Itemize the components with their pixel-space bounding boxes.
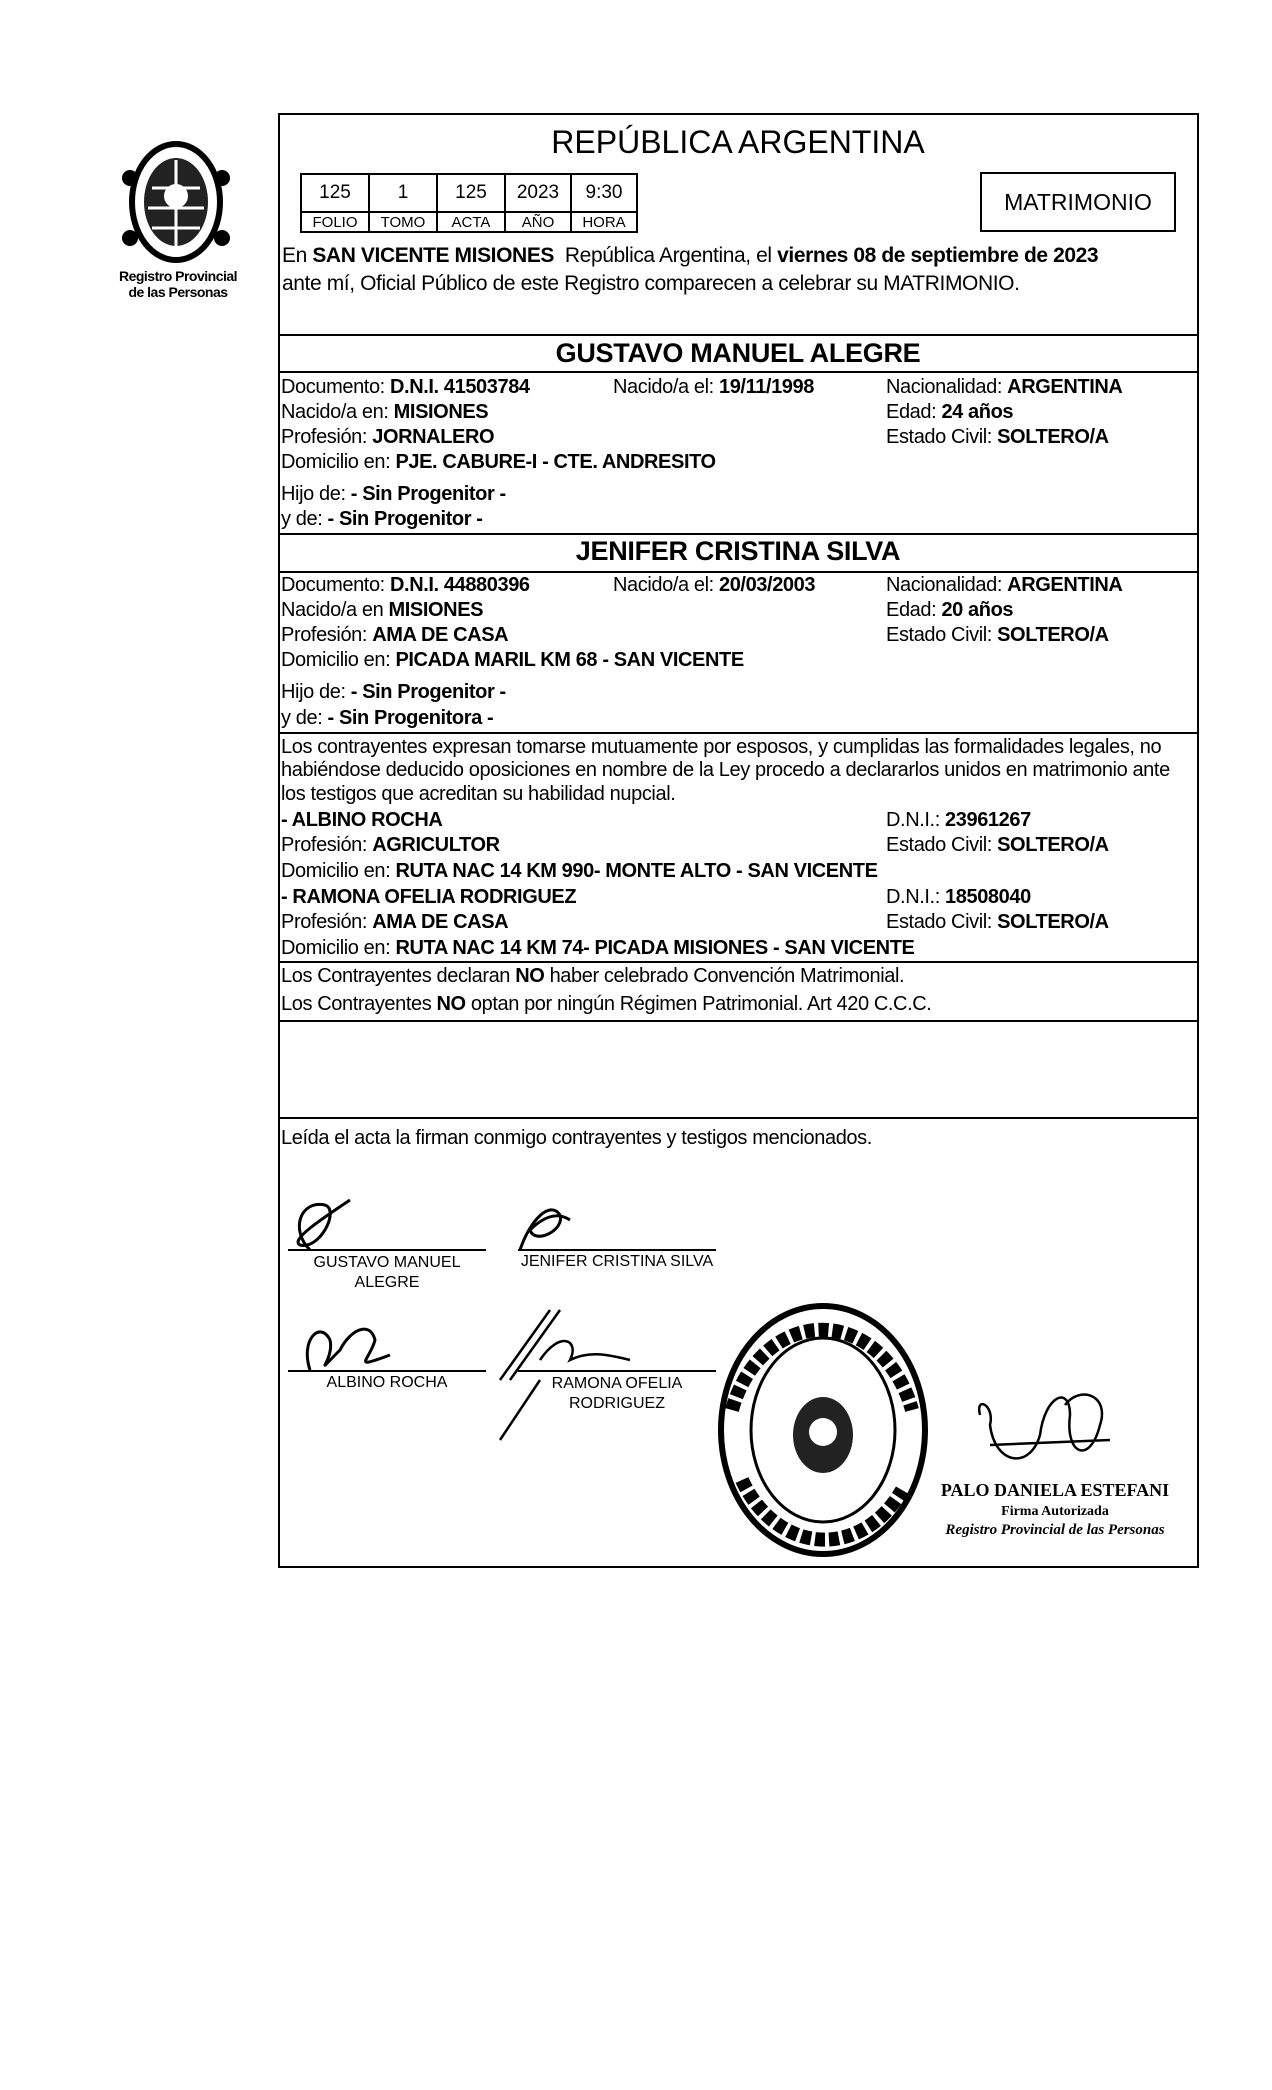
officer-name: PALO DANIELA ESTEFANI: [940, 1480, 1170, 1500]
spouse1-birthplace: [281, 400, 488, 424]
spouse1-documento: [281, 375, 530, 399]
label: Hijo de:: [281, 483, 351, 505]
witness2-dni: [886, 885, 1031, 909]
officer-office: Registro Provincial de las Personas: [945, 1522, 1165, 1538]
label: D.N.I.:: [886, 886, 946, 908]
signature-line: [518, 1249, 716, 1251]
signature-label-witness2: [518, 1374, 716, 1414]
acta-label: ACTA: [437, 212, 505, 232]
divider: [278, 1020, 1198, 1022]
text: haber celebrado Convención Matrimonial.: [544, 965, 905, 987]
value: RUTA NAC 14 KM 74- PICADA MISIONES - SAN VICENTE: [395, 937, 915, 959]
intro-line-1: [282, 244, 1098, 268]
value: ARGENTINA: [1007, 574, 1123, 596]
value: JORNALERO: [372, 426, 495, 448]
spouse1-age: [886, 400, 1013, 424]
spouse2-address: [281, 648, 744, 672]
acta-value: 125: [437, 174, 505, 212]
value: SOLTERO/A: [997, 426, 1109, 448]
signature-line: [288, 1249, 486, 1251]
label: Domicilio en:: [281, 451, 396, 473]
logo-caption: [98, 268, 258, 300]
intro-place: SAN VICENTE MISIONES: [312, 244, 555, 267]
folio-label: FOLIO: [301, 212, 369, 232]
label: Documento:: [281, 376, 390, 398]
signature-label-spouse2: [518, 1253, 716, 1271]
value: AMA DE CASA: [372, 624, 509, 646]
spouse1-birthdate: [613, 375, 814, 399]
divider: [278, 961, 1198, 963]
spouse1-parent1: [281, 482, 506, 506]
declaration-line-2: habiéndose deducido oposiciones en nombre de la Ley procedo a declararlos unidos en matrimonio ante: [281, 759, 1170, 781]
value: - Sin Progenitor -: [350, 681, 506, 703]
regime-line-2: [281, 992, 931, 1016]
label: Estado Civil:: [886, 834, 998, 856]
registry-table: [300, 173, 638, 233]
value: - ALBINO ROCHA: [281, 809, 443, 831]
value: 20 años: [941, 599, 1014, 621]
label: Domicilio en:: [281, 649, 396, 671]
anio-value: 2023: [505, 174, 571, 212]
value: SOLTERO/A: [997, 834, 1109, 856]
logo-caption-line2: de las Personas: [128, 284, 228, 300]
signature-label-spouse1: [288, 1253, 486, 1293]
value: 24 años: [941, 401, 1014, 423]
tomo-value: 1: [369, 174, 437, 212]
divider: [278, 732, 1198, 734]
spouse2-parent2: [281, 706, 493, 730]
text: Los Contrayentes declaran: [281, 965, 516, 987]
value: AGRICULTOR: [372, 834, 500, 856]
intro-date: viernes 08 de septiembre de 2023: [777, 244, 1099, 267]
text: NO: [515, 965, 545, 987]
spouse2-documento: [281, 573, 530, 597]
closing-text: Leída el acta la firman conmigo contrayentes y testigos mencionados.: [281, 1127, 872, 1149]
label: Profesión:: [281, 426, 373, 448]
logo-caption-line1: Registro Provincial: [118, 268, 238, 284]
value: D.N.I. 44880396: [390, 574, 530, 596]
witness1-name: [281, 808, 442, 832]
text: RAMONA OFELIA: [551, 1375, 683, 1392]
witness1-dni: [886, 808, 1031, 832]
label: Nacionalidad:: [886, 574, 1008, 596]
value: PICADA MARIL KM 68 - SAN VICENTE: [395, 649, 744, 671]
signature-1: [298, 1200, 350, 1250]
witness2-address: [281, 936, 914, 960]
anio-label: AÑO: [505, 212, 571, 232]
value: 20/03/2003: [718, 574, 816, 596]
value: - Sin Progenitor -: [327, 508, 483, 530]
folio-value: 125: [301, 174, 369, 212]
label: Edad:: [886, 401, 942, 423]
regime-line-1: [281, 964, 904, 988]
value: SOLTERO/A: [997, 624, 1109, 646]
label: Nacido/a el:: [613, 574, 719, 596]
document-title: REPÚBLICA ARGENTINA: [551, 124, 925, 160]
label: y de:: [281, 508, 328, 530]
intro-line-2: ante mí, Oficial Público de este Registro comparecen a celebrar su MATRIMONIO.: [282, 272, 1020, 295]
coat-of-arms-icon: [112, 138, 240, 266]
divider: [278, 334, 1198, 336]
value: D.N.I. 41503784: [390, 376, 530, 398]
intro-prefix: En: [282, 244, 313, 267]
signature-line: [288, 1370, 486, 1372]
spouse2-parent1: [281, 680, 506, 704]
witness2-name: [281, 885, 576, 909]
label: Nacido/a el:: [613, 376, 719, 398]
label: Profesión:: [281, 624, 373, 646]
spouse1-name: GUSTAVO MANUEL ALEGRE: [555, 338, 921, 368]
label: Estado Civil:: [886, 426, 998, 448]
text: ALBINO ROCHA: [326, 1374, 448, 1391]
text: ALEGRE: [354, 1274, 420, 1291]
spouse2-name: JENIFER CRISTINA SILVA: [575, 536, 901, 566]
value: MISIONES: [393, 401, 489, 423]
label: Estado Civil:: [886, 911, 998, 933]
text: JENIFER CRISTINA SILVA: [520, 1253, 714, 1270]
label: Profesión:: [281, 911, 373, 933]
spouse2-nationality: [886, 573, 1122, 597]
witness2-profession: [281, 910, 508, 934]
label: Documento:: [281, 574, 390, 596]
value: - Sin Progenitora -: [327, 707, 494, 729]
value: 18508040: [945, 886, 1031, 908]
hora-label: HORA: [571, 212, 637, 232]
label: D.N.I.:: [886, 809, 946, 831]
value: ARGENTINA: [1007, 376, 1123, 398]
spouse2-birthplace: [281, 598, 483, 622]
signature-2: [520, 1210, 570, 1250]
value: - Sin Progenitor -: [350, 483, 506, 505]
spouse2-age: [886, 598, 1013, 622]
spouse1-parent2: [281, 507, 483, 531]
text: optan por ningún Régimen Patrimonial. Art 420 C.C.C.: [465, 993, 932, 1015]
spouse1-profession: [281, 425, 494, 449]
spouse1-address: [281, 450, 716, 474]
label: Hijo de:: [281, 681, 351, 703]
intro-mid: República Argentina, el: [554, 244, 778, 267]
label: Nacido/a en: [281, 599, 389, 621]
label: y de:: [281, 707, 328, 729]
text: Los Contrayentes: [281, 993, 437, 1015]
value: PJE. CABURE-I - CTE. ANDRESITO: [395, 451, 716, 473]
officer-signature: [970, 1375, 1120, 1485]
text: NO: [436, 993, 466, 1015]
spouse2-civil-status: [886, 623, 1109, 647]
value: RUTA NAC 14 KM 990- MONTE ALTO - SAN VICENTE: [395, 860, 878, 882]
official-seal: [712, 1300, 934, 1560]
spouse1-nationality: [886, 375, 1122, 399]
spouse1-civil-status: [886, 425, 1109, 449]
witness2-civil-status: [886, 910, 1109, 934]
value: SOLTERO/A: [997, 911, 1109, 933]
divider: [278, 533, 1198, 535]
value: AMA DE CASA: [372, 911, 509, 933]
signature-label-witness1: [288, 1374, 486, 1392]
label: Domicilio en:: [281, 937, 396, 959]
declaration-line-1: Los contrayentes expresan tomarse mutuamente por esposos, y cumplidas las formalidades legales, no: [281, 736, 1162, 758]
declaration-line-3: los testigos que acreditan su habilidad nupcial.: [281, 783, 676, 805]
spouse2-birthdate: [613, 573, 815, 597]
act-type-badge: [980, 172, 1176, 232]
signature-line: [518, 1370, 716, 1372]
witness1-address: [281, 859, 878, 883]
spouse2-profession: [281, 623, 508, 647]
witness1-civil-status: [886, 833, 1109, 857]
label: Nacionalidad:: [886, 376, 1008, 398]
label: Nacido/a en:: [281, 401, 394, 423]
hora-value: 9:30: [571, 174, 637, 212]
text: RODRIGUEZ: [569, 1395, 665, 1412]
tomo-label: TOMO: [369, 212, 437, 232]
province-logo: [112, 138, 240, 266]
label: Domicilio en:: [281, 860, 396, 882]
value: 19/11/1998: [718, 376, 814, 398]
value: MISIONES: [388, 599, 484, 621]
value: 23961267: [945, 809, 1031, 831]
divider: [278, 371, 1198, 373]
signature-3: [307, 1329, 390, 1370]
value: - RAMONA OFELIA RODRIGUEZ: [281, 886, 577, 908]
witness1-profession: [281, 833, 500, 857]
label: Estado Civil:: [886, 624, 998, 646]
text: GUSTAVO MANUEL: [313, 1254, 461, 1271]
officer-role: Firma Autorizada: [1001, 1504, 1109, 1519]
label: Edad:: [886, 599, 942, 621]
label: Profesión:: [281, 834, 373, 856]
divider: [278, 1117, 1198, 1119]
act-type-label: MATRIMONIO: [1004, 188, 1152, 215]
